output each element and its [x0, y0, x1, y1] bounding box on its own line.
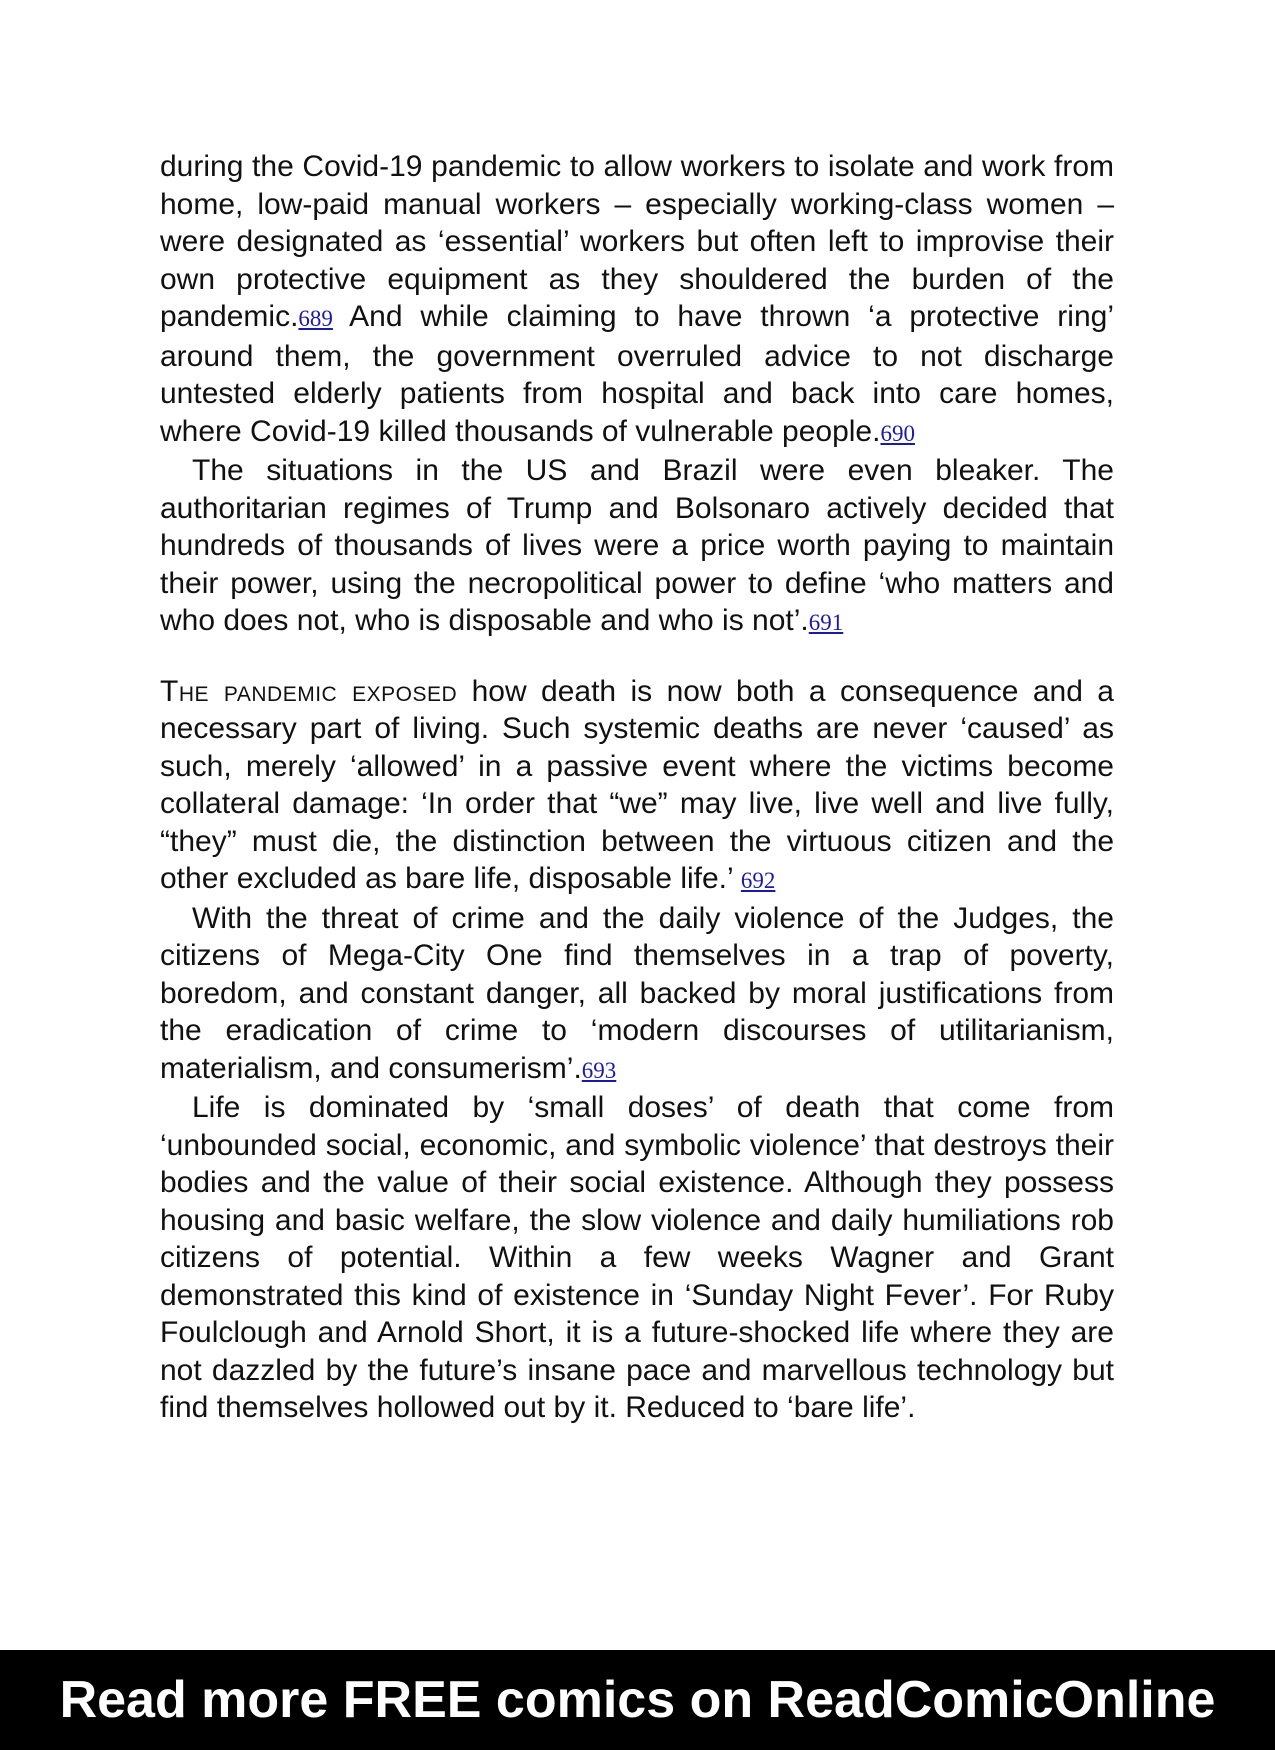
footnote-link-693[interactable]: 693	[581, 1057, 617, 1083]
paragraph-text: With the threat of crime and the daily violence of the Judges, the citizens of Mega-City One find themselves in a trap of poverty, boredom, and constant danger, all backed by moral justifications from the eradication of crime to ‘modern discourses of utilitarianism, materialism, and consumerism’.	[160, 901, 1114, 1085]
paragraph-4	[160, 900, 1114, 1090]
body-text	[160, 148, 1114, 1427]
paragraph-1	[160, 148, 1114, 452]
promo-banner[interactable]	[0, 1650, 1275, 1750]
paragraph-text: And while claiming to have thrown ‘a protective ring’ around them, the government overruled advice to not discharge untested elderly patients from hospital and back into care homes, where Covid-19 killed thousands of vulnerable people.	[160, 300, 1114, 448]
footnote-link-690[interactable]: 690	[880, 420, 915, 446]
paragraph-5	[160, 1089, 1114, 1427]
section-lead-in: The pandemic exposed	[160, 674, 458, 708]
paragraph-text: The situations in the US and Brazil were even bleaker. The authoritarian regimes of Trump and Bolsonaro actively decided that hundreds of thousands of lives were a price worth paying to maintain their power, using the necropolitical power to define ‘who matters and who does not, who is disposable and who is not’.	[160, 454, 1114, 637]
paragraph-2	[160, 452, 1114, 642]
promo-banner-text[interactable]: Read more FREE comics on ReadComicOnline	[59, 1671, 1216, 1729]
paragraph-text: during the Covid-19 pandemic to allow workers to isolate and work from home, low-paid manual workers – especially working-class women – were designated as ‘essential’ workers but often left to improvise their own protective equipment as they shouldered the burden of the pandemic.	[160, 150, 1114, 333]
footnote-link-691[interactable]: 691	[808, 610, 844, 635]
paragraph-3	[160, 673, 1114, 900]
paragraph-text: Life is dominated by ‘small doses’ of death that come from ‘unbounded social, economic, and symbolic violence’ that destroys their bodies and the value of their social existence. Although they possess housing and basic welfare, the slow violence and daily humiliations rob citizens of potential. Within a few weeks Wagner and Grant demonstrated this kind of existence in ‘Sunday Night Fever’. For Ruby Foulclough and Arnold Short, it is a future-shocked life where they are not dazzled by the future’s insane pace and marvellous technology but find themselves hollowed out by it. Reduced to ‘bare life’.	[160, 1091, 1114, 1424]
footnote-link-692[interactable]: 692	[740, 868, 776, 893]
footnote-link-689[interactable]: 689	[298, 306, 333, 331]
paragraph-text: how death is now both a consequence and a necessary part of living. Such systemic deaths are never ‘caused’ as such, merely ‘allowed’ in a passive event where the victims become collateral damage: ‘In order that “we” may live, live well and live fully, “they” must die, the distinction between the virtuous citizen and the other excluded as bare life, disposable life.’	[160, 674, 1114, 895]
